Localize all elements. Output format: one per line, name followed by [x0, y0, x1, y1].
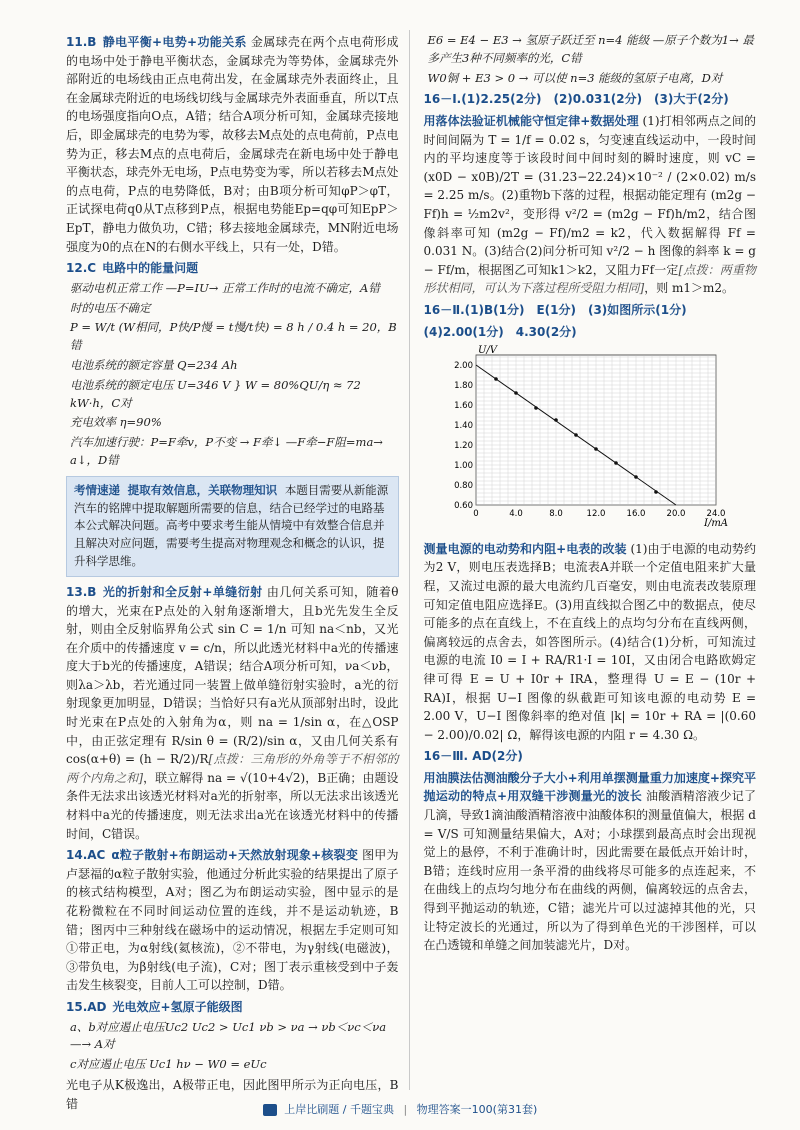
y-tick-label: 1.80 [453, 381, 473, 392]
x-tick-label: 20.0 [666, 509, 685, 520]
y-tick-label: 1.00 [453, 461, 473, 472]
q16-1-text2: ，则 m1＞m2。 [644, 281, 735, 296]
q16-1-note: [点拨：两重物形状相同，可认为下落过程所受阻力相同] [423, 262, 756, 296]
exam-tip-box [66, 476, 399, 577]
data-point [614, 461, 618, 465]
x-tick-label: 8.0 [548, 509, 563, 520]
q12-line: 充电效率 η=90% [70, 415, 162, 430]
data-point [574, 433, 578, 437]
y-tick-label: 2.00 [453, 361, 473, 372]
x-tick-label: 4.0 [508, 509, 523, 520]
exam-tip-title: 考情速递 [74, 482, 120, 497]
chart-ylabel: U/V [477, 345, 497, 357]
y-tick-label: 1.40 [453, 421, 473, 432]
q13-note: [点拨：三角形的外角等于不相邻的两个内角之和] [66, 752, 399, 785]
question-12 [66, 259, 399, 470]
y-tick-label: 0.80 [453, 481, 473, 492]
footer-label: 物理答案一100(第31套) [416, 1102, 538, 1116]
q14-topic: α粒子散射+布朗运动+天然放射现象+核裂变 [111, 848, 359, 863]
q12-line: P = W/t (W相同，P快/P慢 = t慢/t快) = 8 h / 0.4 h = 20，B错 [70, 320, 397, 353]
q13-text: 由几何关系可知，随着θ的增大，光束在P点处的入射角逐渐增大，且b光先发生全反射，则由全反射临界角公式 sin C = 1/n 可知 na＜nb，又光在介质中的传播速度 v = c/n，所以此透光材料中a光的传播速度大于b光的传播速度，A错误；结合A项分析可知，νa＜νb，则λa＞λb，若光通过同一装置上做单缝衍射实验时，a光的衍射现象更加明显，D错误；当恰好只有a光从顶部射出时，设此时光束在P点处的入射角为α，则 na = 1/sin α，在△OSP中，由正弦定理有 R/sin θ = (R/2)/sin α，又由几何关系有 cos(α+θ) = (h − R/2)/R [66, 584, 399, 767]
y-tick-label: 1.20 [453, 441, 473, 452]
q12-topic: 电路中的能量问题 [102, 261, 199, 276]
q12-line: 电池系统的额定电压 U=346 V } W = 80%QU/η ≈ 72 kW·h，C对 [70, 377, 361, 410]
ui-chart-svg [434, 345, 734, 530]
q15-line: a、b对应遏止电压Uc2 Uc2 > Uc1 νb > νa → νb＜νc＜νa —→ A对 [70, 1019, 387, 1052]
exam-tip-subtitle: 提取有效信息，关联物理知识 [127, 482, 278, 497]
data-point [634, 475, 638, 479]
q12-line: 驱动电机正常工作 —P=IU→ 正常工作时的电流不确定，A错 [70, 280, 380, 295]
y-tick-label: 0.60 [453, 501, 473, 512]
data-point [514, 391, 518, 395]
q11-number: 11.B [66, 35, 97, 49]
q16-3-answer: 16－Ⅲ. AD(2分) [423, 749, 523, 764]
q15-line: 光电子从K极逸出，A极带正电，因此图甲所示为正向电压，B错 [66, 1078, 399, 1111]
q16-2-topic: 测量电源的电动势和内阻+电表的改装 [423, 541, 627, 556]
q13-topic: 光的折射和全反射+单缝衍射 [102, 584, 263, 599]
x-tick-label: 16.0 [626, 509, 645, 520]
data-point [554, 418, 558, 422]
q12-line: 汽车加速行驶：P=F牵v，P不变 → F牵↓ —F牵−F阻=ma→ a↓，D错 [70, 435, 383, 468]
q13-number: 13.B [66, 584, 97, 599]
data-point [654, 490, 658, 494]
y-tick-label: 1.60 [453, 401, 473, 412]
q16-2-text: (1)由于电源的电动势约为2 V，则电压表选择B；电流表A并联一个定值电阻来扩大量程，又流过电源的最大电流约几百毫安，则由电流表改装原理可知定值电阻应选择E。(3)用直线拟合图乙中的数据点，使尽可能多的点在直线上，不在直线上的点均匀分布在直线两侧，偏离较远的点舍去，如答图所示。(4)结合(1)分析，可知流过电源的电流 I0 = I + RA/R1·I = 10I，又由闭合电路欧姆定律可得 E = U + I0r + IRA，整理得 U = E − (10r + RA)I，根据 U−I 图像的纵截距可知该电源的电动势 E = 2.00 V，U−I 图像斜率的绝对值 |k| = 10r + RA = |(0.60 − 2.00)/0.02| Ω，解得该电源的内阻 r = 4.30 Ω。 [423, 541, 756, 742]
q14-number: 14.AC [66, 848, 106, 863]
question-16-2 [424, 301, 757, 744]
q11-topic: 静电平衡+电势+功能关系 [102, 35, 247, 49]
x-tick-label: 24.0 [706, 509, 725, 520]
x-tick-label: 12.0 [586, 509, 605, 520]
q15-line: c对应遏止电压 Uc1 hν − W0 = eUc [70, 1057, 267, 1072]
q15-number: 15.AD [66, 999, 107, 1014]
data-point [534, 406, 538, 410]
brand-logo-icon [263, 1104, 277, 1116]
q12-number: 12.C [66, 261, 97, 276]
q15-cont-line: E6 = E4 − E3 → 氢原子跃迁至 n=4 能级 —原子个数为1→ 最多产生3种不同频率的光，C错 [427, 33, 754, 65]
x-tick-label: 0 [472, 509, 479, 520]
q14-text: 图甲为卢瑟福的α粒子散射实验，他通过分析此实验的结果提出了原子的核式结构模型，A对；图乙为布朗运动实验，图中显示的是花粉微粒在不同时间运动位置的连线，并不是运动轨迹，B错；图丙中三种射线在磁场中的运动情况，根据左手定则可知①带正电，为α射线(氦核流)，②不带电，为γ射线(电磁波)，③带负电，为β射线(电子流)，C对；图丁表示重核受到中子轰击发生核裂变，目前人工可以控制，D错。 [66, 848, 399, 993]
q16-3-text: 油酸酒精溶液少记了几滴，导致1滴油酸酒精溶液中油酸体积的测量值偏大，根据 d = V/S 可知测量结果偏大，A对；小球摆到最高点时会出现视觉上的悬停，不利于准确计时，因此需要在最低点开始计时，B错；连线时应用一条平滑的曲线将尽可能多的点连起来，不在曲线上的点均匀地分布在曲线的两侧，偏离较远的点舍去，得到平抛运动的轨迹，C错；滤光片可以过滤掉其他的光，只让特定波长的光通过，所以为了得到单色光的干涉图样，可以在凸透镜和单缝之间加装滤光片，D对。 [423, 789, 756, 953]
question-16-3 [424, 747, 757, 955]
q16-1-topic: 用落体法验证机械能守恒定律+数据处理 [423, 114, 639, 129]
q13-text2: ，联立解得 na = √(10+4√2)，B正确；由题设条件无法求出该透光材料对a光的折射率，所以无法求出该透光材料中a光的传播速度，则无法求出a光在该透光材料中的传播时间，C错误。 [66, 770, 399, 841]
q15-topic: 光电效应+氢原子能级图 [112, 999, 243, 1014]
q16-2-answer: 16－Ⅱ.(1)B(1分) E(1分) (3)如图所示(1分) [423, 302, 687, 317]
ui-chart [434, 345, 757, 536]
data-point [594, 447, 598, 451]
chart-xlabel: I/mA [703, 518, 728, 530]
q12-line: 时的电压不确定 [70, 300, 151, 315]
right-column [424, 30, 757, 1090]
q16-1-answer: 16－Ⅰ.(1)2.25(2分) (2)0.031(2分) (3)大于(2分) [423, 92, 729, 107]
q16-2-answer-2: (4)2.00(1分) 4.30(2分) [423, 324, 577, 339]
q12-line: 电池系统的额定容量 Q=234 Ah [70, 357, 238, 372]
question-11 [66, 33, 399, 256]
footer-separator: | [403, 1102, 408, 1116]
q11-text: 金属球壳在两个点电荷形成的电场中处于静电平衡状态，金属球壳为等势体，金属球壳外部附近的电场线由正点电荷出发，在金属球壳外表面终止，且在金属球壳附近的电场线切线与金属球壳外表面垂直，所以T点的电场强度指向O点，A错；结合A项分析可知，金属球壳接地后，即金属球壳的电势为零，故移去M点处的点电荷前，P点电势为正，移去M点的点电荷后，金属球壳在新电场中处于静电平衡状态，球壳外无电场，P点电势变为零，所以若移去M点处的点电荷，P点的电势降低，B对；由B项分析可知φP＞φT，正试探电荷q0从T点移到P点，根据电势能Ep=qφ可知EpP＞EpT，静电力做负功，C错；移去接地金属球壳，MN附近电场强度为0的点在N的右侧水平线上，只有一处，D错。 [66, 35, 399, 254]
q16-3-topic: 用油膜法估测油酸分子大小+利用单摆测量重力加速度+探究平抛运动的特点+用双缝干涉测量光的波长 [423, 770, 756, 804]
question-15 [66, 998, 399, 1113]
question-14 [66, 846, 399, 995]
q16-1-text: (1)打相邻两点之间的时间间隔为 T = 1/f = 0.02 s，匀变速直线运动中，一段时间内的平均速度等于该段时间中间时刻的瞬时速度，则 vC = (x0D − x0B)/2T = (31.23−22.24)×10⁻² / (2×0.02) m/s = 2.25 m/s。(2)重物b下落的过程，根据动能定理有 (m2g − Ff)h = ½m2v²，变形得 v²/2 = (m2g − Ff)h/m2，结合图像斜率可知 (m2g − Ff)/m2 = k2，代入数据解得 Ff = 0.031 N。(3)结合(2)问分析可知 v²/2 − h 图像的斜率 k = g − Ff/m，根据图乙可知k1＞k2，又阻力Ff一定 [423, 114, 756, 277]
question-16-1 [424, 90, 757, 298]
question-13 [66, 583, 399, 843]
page-footer [0, 1101, 800, 1118]
footer-brand: 上岸比刷题 / 千题宝典 [284, 1102, 394, 1116]
exam-tip-text: 本题目需要从新能源汽车的铭牌中提取解题所需要的信息，结合已经学过的电路基本公式解决问题。高考中要求考生能从情境中有效整合信息并且解决对应问题，需要考生提高对物理观念和概念的认识，提升科学思维。 [74, 482, 389, 569]
q15-cont-line: W0铜 + E3 > 0 → 可以使 n=3 能级的氢原子电离，D对 [427, 70, 723, 85]
data-point [494, 377, 498, 381]
